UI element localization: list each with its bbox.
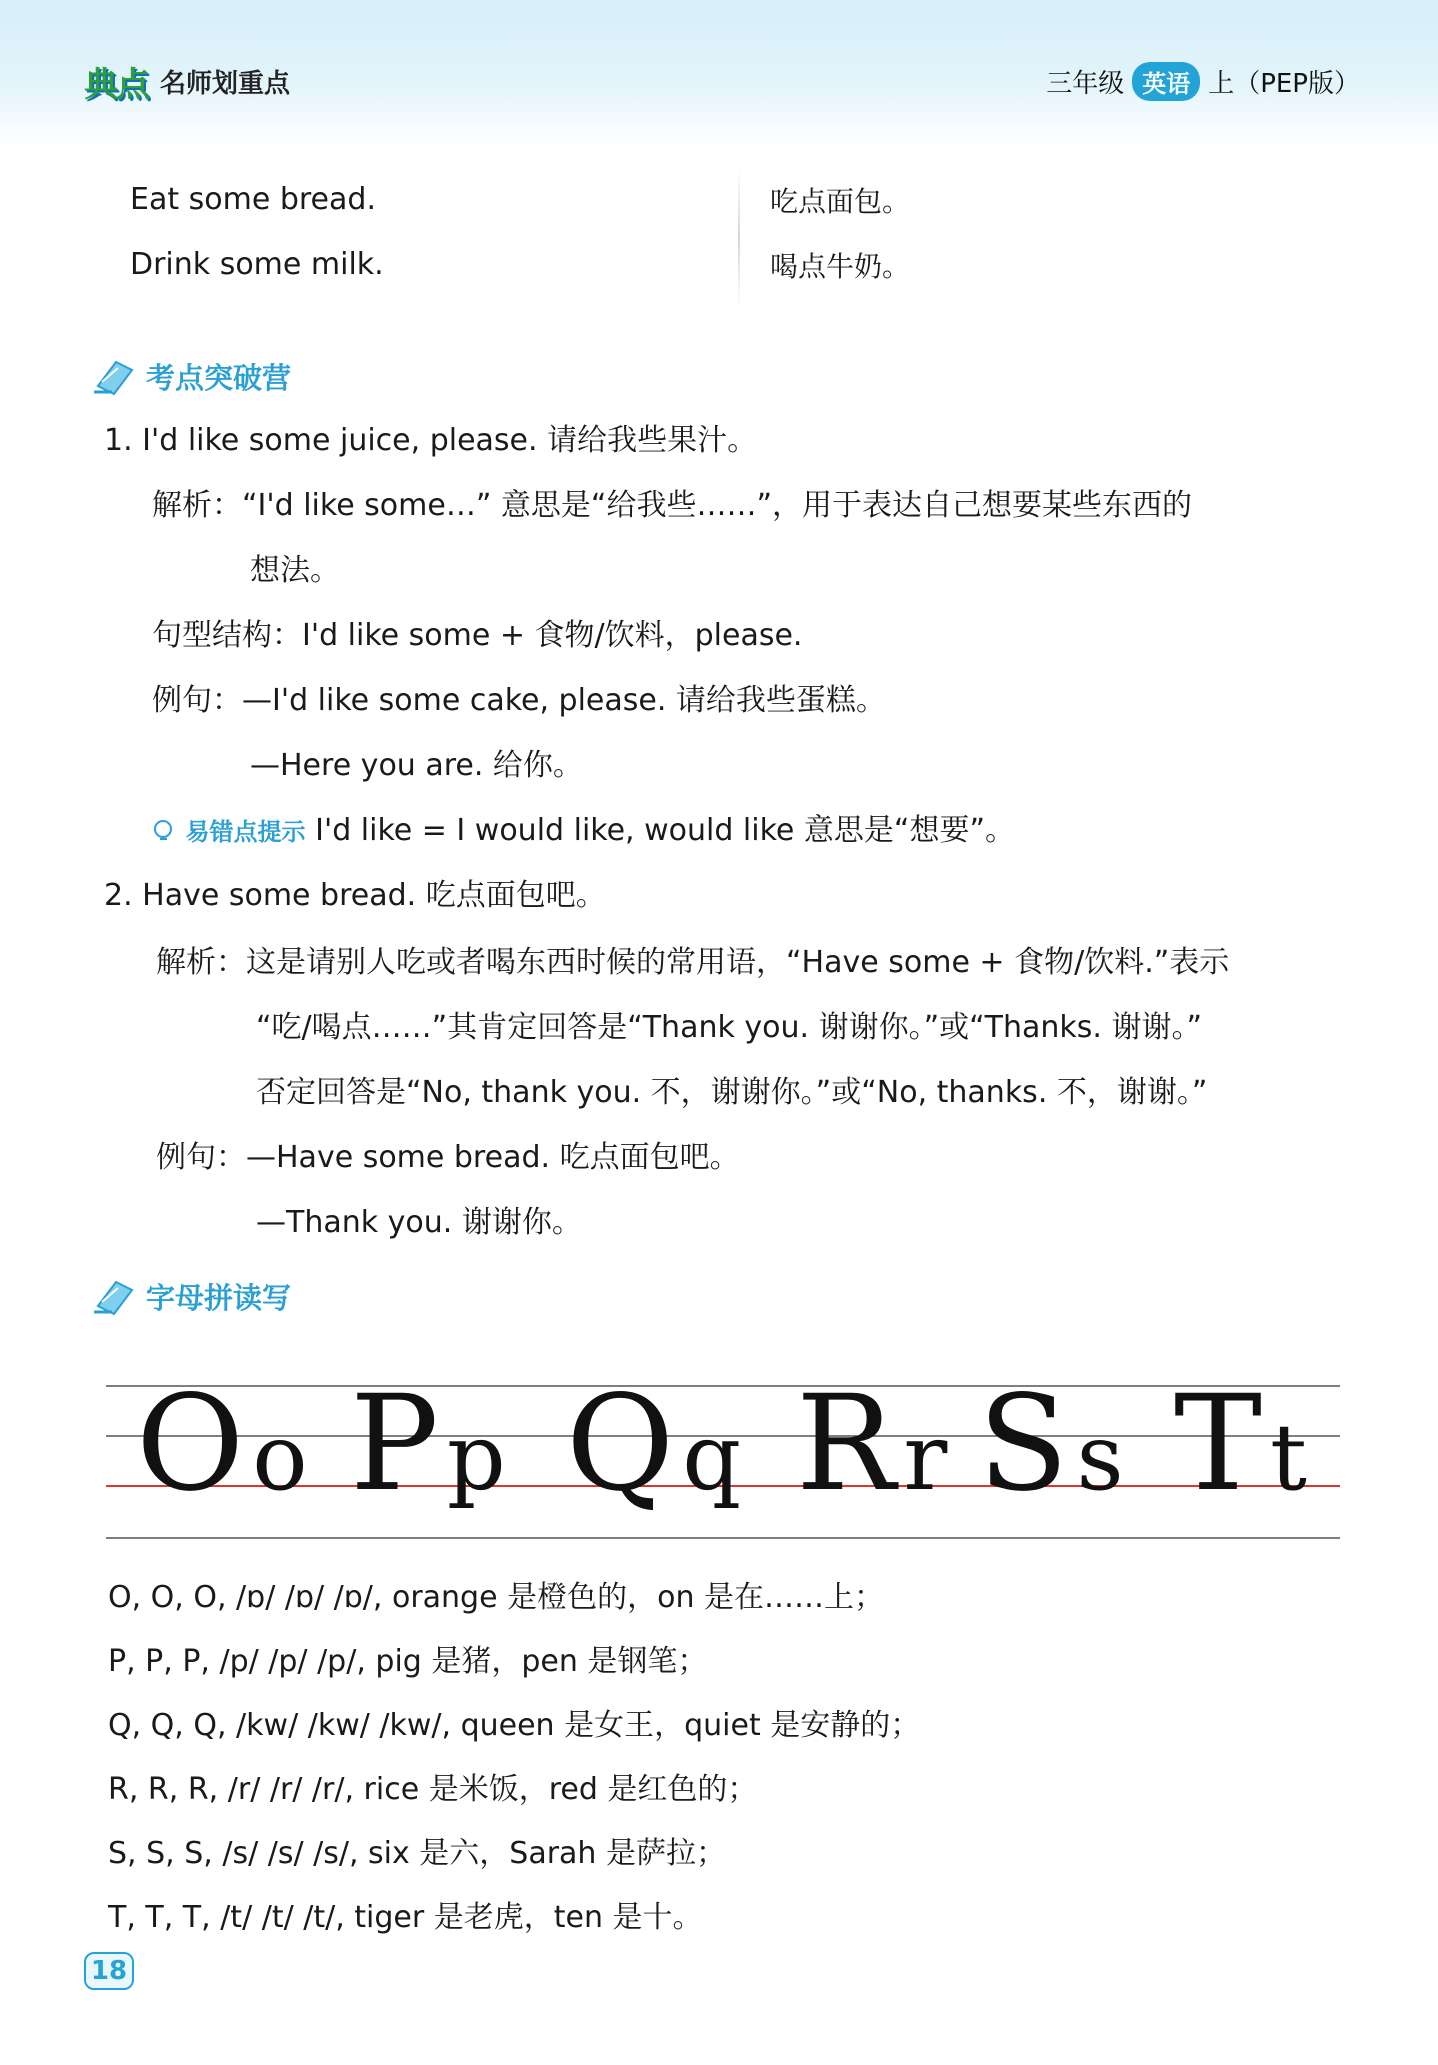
page-number: 18 (84, 1952, 134, 1990)
phrase-cn-2: 喝点牛奶。 (770, 250, 911, 283)
letter-upper: R (796, 1367, 896, 1521)
item2-heading: 2. Have some bread. 吃点面包吧。 (104, 878, 606, 913)
phrase-en-2: Drink some milk. (130, 247, 384, 282)
phonics-line-p: P, P, P, /p/ /p/ /p/, pig 是猪，pen 是钢笔； (108, 1644, 708, 1679)
letter-pair-r (796, 1367, 948, 1528)
letter-pair-o (136, 1367, 308, 1528)
grade-label: 三年级 (1046, 69, 1125, 99)
letter-pair-q (566, 1367, 742, 1528)
logo (84, 58, 290, 104)
item2-analysis-1: 解析：这是请别人吃或者喝东西时候的常用语，“Have some + 食物/饮料.”表示 (156, 945, 1230, 980)
tip-text: I'd like = I would like, would like 意思是“想要”。 (315, 813, 1015, 848)
edition-label: 上（PEP版） (1208, 69, 1360, 99)
phonics-line-r: R, R, R, /r/ /r/ /r/, rice 是米饭，red 是红色的； (108, 1772, 758, 1807)
letter-upper: S (978, 1367, 1069, 1521)
letter-lower: q (682, 1404, 742, 1511)
letter-pair-t (1174, 1367, 1308, 1528)
item1-structure: 句型结构：I'd like some + 食物/饮料，please. (152, 618, 803, 653)
section-title-1: 考点突破营 (146, 360, 292, 395)
letter-pair-p (350, 1367, 506, 1528)
item2-example-2: —Thank you. 谢谢你。 (256, 1205, 582, 1240)
item1-analysis-2: 想法。 (250, 553, 340, 588)
letter-lower: t (1270, 1404, 1308, 1511)
phrase-en-1: Eat some bread. (130, 182, 376, 217)
letter-pair-s (978, 1367, 1124, 1528)
divider (738, 168, 740, 308)
series-title: 名师划重点 (160, 68, 291, 99)
subject-badge: 英语 (1132, 62, 1200, 101)
item1-analysis-1: 解析：“I'd like some…” 意思是“给我些……”，用于表达自己想要某些东西的 (152, 488, 1193, 523)
item1-example-2: —Here you are. 给你。 (250, 748, 583, 783)
item2-analysis-2: “吃/喝点……”其肯定回答是“Thank you. 谢谢你。”或“Thanks. 谢谢。” (256, 1010, 1203, 1045)
item1-tip (152, 811, 1015, 852)
section-head-2 (92, 1274, 291, 1318)
logo-mark: 典点 (84, 64, 148, 105)
phrase-cn-1: 吃点面包。 (770, 185, 911, 218)
item1-example-1: 例句：—I'd like some cake, please. 请给我些蛋糕。 (152, 683, 886, 718)
item2-example-1: 例句：—Have some bread. 吃点面包吧。 (156, 1140, 740, 1175)
lightbulb-icon (152, 819, 176, 843)
phonics-line-s: S, S, S, /s/ /s/ /s/, six 是六，Sarah 是萨拉； (108, 1836, 726, 1871)
item2-analysis-3: 否定回答是“No, thank you. 不，谢谢你。”或“No, thanks. 不，谢谢。” (256, 1075, 1208, 1110)
item1-heading: 1. I'd like some juice, please. 请给我些果汁。 (104, 423, 758, 458)
section-head-1 (92, 354, 291, 398)
phonics-line-t: T, T, T, /t/ /t/ /t/, tiger 是老虎，ten 是十。 (108, 1900, 703, 1935)
notebook-icon (92, 1276, 138, 1316)
letter-upper: P (350, 1367, 439, 1521)
notebook-icon (92, 356, 138, 396)
letter-lower: o (252, 1404, 308, 1511)
book-info (1046, 62, 1360, 101)
letter-lower: p (446, 1404, 506, 1511)
letter-lower: r (903, 1404, 948, 1511)
phonics-line-q: Q, Q, Q, /kw/ /kw/ /kw/, queen 是女王，quiet 是安静的； (108, 1708, 921, 1743)
tip-label: 易错点提示 (185, 818, 306, 846)
section-title-2: 字母拼读写 (146, 1280, 292, 1315)
letter-upper: T (1174, 1367, 1263, 1521)
letter-lower: s (1076, 1404, 1124, 1511)
letter-upper: O (136, 1367, 245, 1521)
phonics-line-o: O, O, O, /ɒ/ /ɒ/ /ɒ/, orange 是橙色的，on 是在……上； (108, 1580, 885, 1615)
letter-upper: Q (566, 1367, 675, 1521)
